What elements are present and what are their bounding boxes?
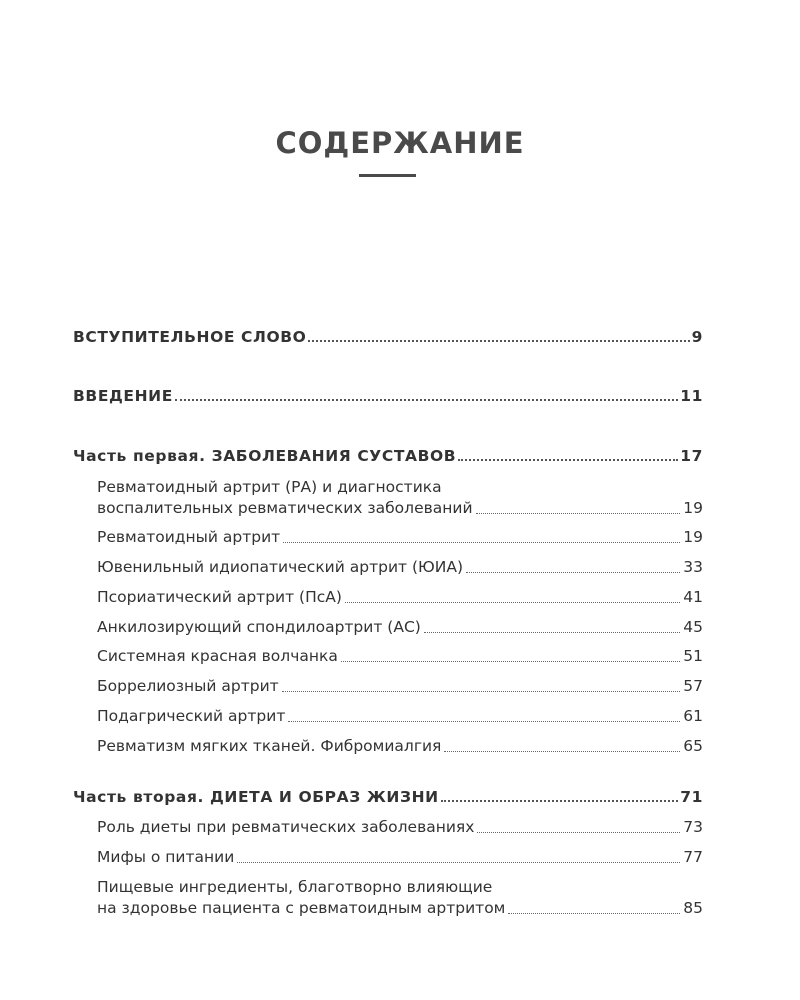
- dot-leader: [458, 459, 678, 461]
- toc-page-number: 65: [683, 737, 703, 755]
- dot-leader: [508, 913, 680, 914]
- toc-entry-part-two[interactable]: [73, 787, 703, 807]
- toc-entry-label: Роль диеты при ревматических заболеваниях: [97, 818, 475, 836]
- toc-entry-label: Ювенильный идиопатический артрит (ЮИА): [97, 558, 464, 576]
- toc-entry-borreliosis-arthritis[interactable]: [97, 676, 703, 696]
- toc-entry-intro-word[interactable]: [73, 327, 703, 347]
- dot-leader: [308, 340, 689, 342]
- toc-entry-label: Подагрический артрит: [97, 707, 286, 725]
- toc-page-number: 45: [683, 618, 703, 636]
- toc-entry-rheumatoid-arthritis[interactable]: [97, 527, 703, 547]
- toc-entry-label: Системная красная волчанка: [97, 647, 338, 665]
- dot-leader: [175, 399, 678, 401]
- toc-page-number: 57: [683, 677, 703, 695]
- toc-page-number: 71: [680, 788, 703, 806]
- toc-entry-food-ingredients[interactable]: [97, 898, 703, 918]
- dot-leader: [237, 862, 680, 863]
- toc-entry-label: Ревматизм мягких тканей. Фибромиалгия: [97, 737, 442, 755]
- toc-entry-label: Мифы о питании: [97, 848, 235, 866]
- toc-page-number: 61: [683, 707, 703, 725]
- dot-leader: [288, 721, 680, 722]
- toc-page-number: 9: [691, 328, 703, 346]
- toc-page-number: 51: [683, 647, 703, 665]
- toc-entry-juvenile-arthritis[interactable]: [97, 557, 703, 577]
- toc-entry-ra-diagnostics[interactable]: [97, 498, 703, 518]
- toc-page-number: 17: [680, 447, 703, 465]
- dot-leader: [477, 832, 680, 833]
- toc-entry-gout-arthritis[interactable]: [97, 706, 703, 726]
- toc-entry-label: Часть первая. ЗАБОЛЕВАНИЯ СУСТАВОВ: [73, 447, 457, 465]
- toc-entry-part-one[interactable]: [73, 446, 703, 466]
- dot-leader: [476, 513, 681, 514]
- dot-leader: [345, 602, 680, 603]
- toc-page-number: 41: [683, 588, 703, 606]
- dot-leader: [441, 800, 678, 802]
- toc-entry-ankylosing-spondylitis[interactable]: [97, 617, 703, 637]
- toc-entry-label: воспалительных ревматических заболеваний: [97, 499, 473, 517]
- toc-page-number: 19: [683, 499, 703, 517]
- toc-page-number: 19: [683, 528, 703, 546]
- toc-entry-label: Анкилозирующий спондилоартрит (АС): [97, 618, 421, 636]
- toc-entry-lupus[interactable]: [97, 646, 703, 666]
- dot-leader: [444, 751, 680, 752]
- toc-entry-label: на здоровье пациента с ревматоидным артритом: [97, 899, 506, 917]
- toc-entry-introduction[interactable]: [73, 386, 703, 406]
- toc-page-number: 77: [683, 848, 703, 866]
- page-title: СОДЕРЖАНИЕ: [275, 126, 525, 160]
- toc-entry-fibromyalgia[interactable]: [97, 736, 703, 756]
- toc-entry-label: ВСТУПИТЕЛЬНОЕ СЛОВО: [73, 328, 307, 346]
- toc-entry-diet-role[interactable]: [97, 817, 703, 837]
- toc-entry-label-line1: Ревматоидный артрит (РА) и диагностика: [97, 478, 442, 496]
- dot-leader: [283, 542, 680, 543]
- dot-leader: [466, 572, 680, 573]
- dot-leader: [282, 691, 681, 692]
- toc-entry-label: Псориатический артрит (ПсА): [97, 588, 342, 606]
- toc-entry-psoriatic-arthritis[interactable]: [97, 587, 703, 607]
- toc-entry-nutrition-myths[interactable]: [97, 847, 703, 867]
- toc-entry-label: Часть вторая. ДИЕТА И ОБРАЗ ЖИЗНИ: [73, 788, 439, 806]
- toc-entry-label: Боррелиозный артрит: [97, 677, 279, 695]
- toc-page-number: 33: [683, 558, 703, 576]
- toc-entry-label: Ревматоидный артрит: [97, 528, 281, 546]
- dot-leader: [424, 632, 680, 633]
- toc-page-number: 85: [683, 899, 703, 917]
- toc-entry-label-line1: Пищевые ингредиенты, благотворно влияющие: [97, 878, 493, 896]
- dot-leader: [341, 661, 680, 662]
- toc-page-number: 11: [680, 387, 703, 405]
- toc-page-number: 73: [683, 818, 703, 836]
- toc-entry-label: ВВЕДЕНИЕ: [73, 387, 173, 405]
